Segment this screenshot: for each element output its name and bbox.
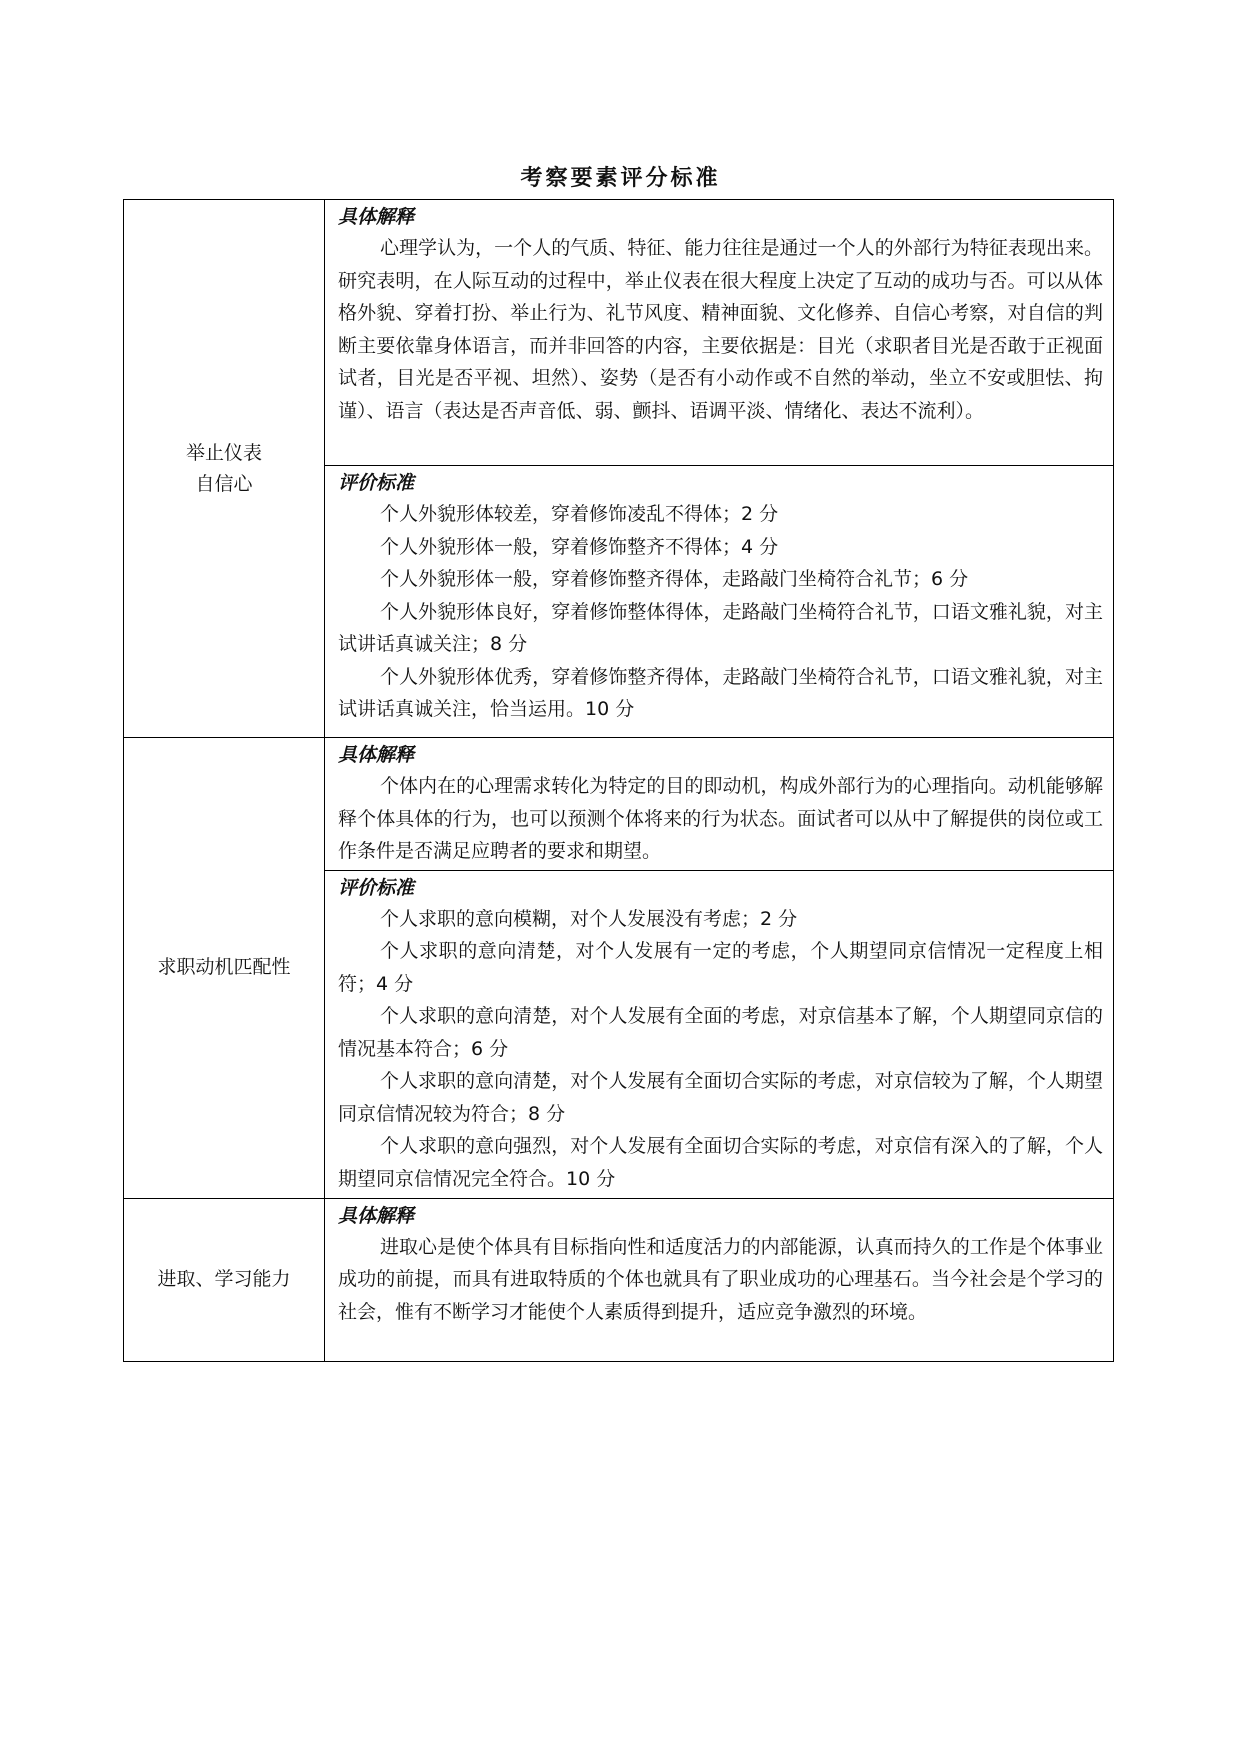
criteria-cell (325, 870, 1114, 1198)
explanation-heading: 具体解释 (338, 1204, 415, 1227)
factor-cell (124, 200, 325, 738)
criterion-item: 个人求职的意向清楚，对个人发展有一定的考虑，个人期望同京信情况一定程度上相符；4 分 (338, 940, 1103, 995)
explanation-heading: 具体解释 (338, 206, 415, 228)
table-row (124, 738, 1114, 871)
criterion-item: 个人求职的意向清楚，对个人发展有全面的考虑，对京信基本了解，个人期望同京信的情况基本符合；6 分 (338, 1005, 1103, 1060)
factor-label: 举止仪表 (185, 441, 262, 464)
criteria-heading: 评价标准 (338, 472, 415, 494)
criterion-item: 个人求职的意向清楚，对个人发展有全面切合实际的考虑，对京信较为了解，个人期望同京信情况较为符合；8 分 (338, 1070, 1103, 1125)
criteria-heading: 评价标准 (338, 876, 415, 899)
explanation-text: 进取心是使个体具有目标指向性和适度活力的内部能源，认真而持久的工作是个体事业成功的前提，而具有进取特质的个体也就具有了职业成功的心理基石。当今社会是个学习的社会，惟有不断学习才能使个人素质得到提升，适应竞争激烈的环境。 (338, 1235, 1103, 1323)
criterion-item: 个人外貌形体较差，穿着修饰凌乱不得体；2 分 (380, 503, 779, 525)
explanation-cell (325, 1198, 1114, 1361)
factor-label: 求职动机匹配性 (157, 956, 291, 979)
factor-label: 进取、学习能力 (157, 1268, 291, 1290)
criterion-item: 个人外貌形体一般，穿着修饰整齐得体，走路敲门坐椅符合礼节；6 分 (380, 568, 969, 590)
factor-cell (124, 1198, 325, 1361)
criteria-table (123, 199, 1114, 1362)
explanation-heading: 具体解释 (338, 744, 415, 766)
criteria-cell (325, 466, 1114, 738)
explanation-text: 心理学认为，一个人的气质、特征、能力往往是通过一个人的外部行为特征表现出来。研究表明，在人际互动的过程中，举止仪表在很大程度上决定了互动的成功与否。可以从体格外貌、穿着打扮、举止行为、礼节风度、精神面貌、文化修养、自信心考察，对自信的判断主要依靠身体语言，而并非回答的内容，主要依据是：目光（求职者目光是否敢于正视面试者，目光是否平视、坦然）、姿势（是否有小动作或不自然的举动，坐立不安或胆怯、拘谨）、语言（表达是否声音低、弱、颤抖、语调平淡、情绪化、表达不流利）。 (338, 237, 1103, 422)
criterion-item: 个人外貌形体优秀，穿着修饰整齐得体，走路敲门坐椅符合礼节，口语文雅礼貌，对主试讲话真诚关注，恰当运用。10 分 (338, 665, 1103, 720)
factor-label: 自信心 (195, 472, 253, 495)
table-row (124, 200, 1114, 466)
explanation-cell (325, 738, 1114, 871)
criterion-item: 个人外貌形体一般，穿着修饰整齐不得体；4 分 (380, 535, 779, 558)
explanation-cell (325, 200, 1114, 466)
explanation-text: 个体内在的心理需求转化为特定的目的即动机，构成外部行为的心理指向。动机能够解释个体具体的行为，也可以预测个体将来的行为状态。面试者可以从中了解提供的岗位或工作条件是否满足应聘者的要求和期望。 (338, 775, 1103, 862)
criterion-item: 个人求职的意向强烈，对个人发展有全面切合实际的考虑，对京信有深入的了解，个人期望同京信情况完全符合。10 分 (338, 1135, 1103, 1190)
factor-cell (124, 738, 325, 1199)
table-row (124, 1198, 1114, 1361)
document-title: 考察要素评分标准 (520, 165, 721, 191)
criterion-item: 个人外貌形体良好，穿着修饰整体得体，走路敲门坐椅符合礼节，口语文雅礼貌，对主试讲话真诚关注；8 分 (338, 600, 1103, 655)
criterion-item: 个人求职的意向模糊，对个人发展没有考虑；2 分 (380, 907, 798, 930)
